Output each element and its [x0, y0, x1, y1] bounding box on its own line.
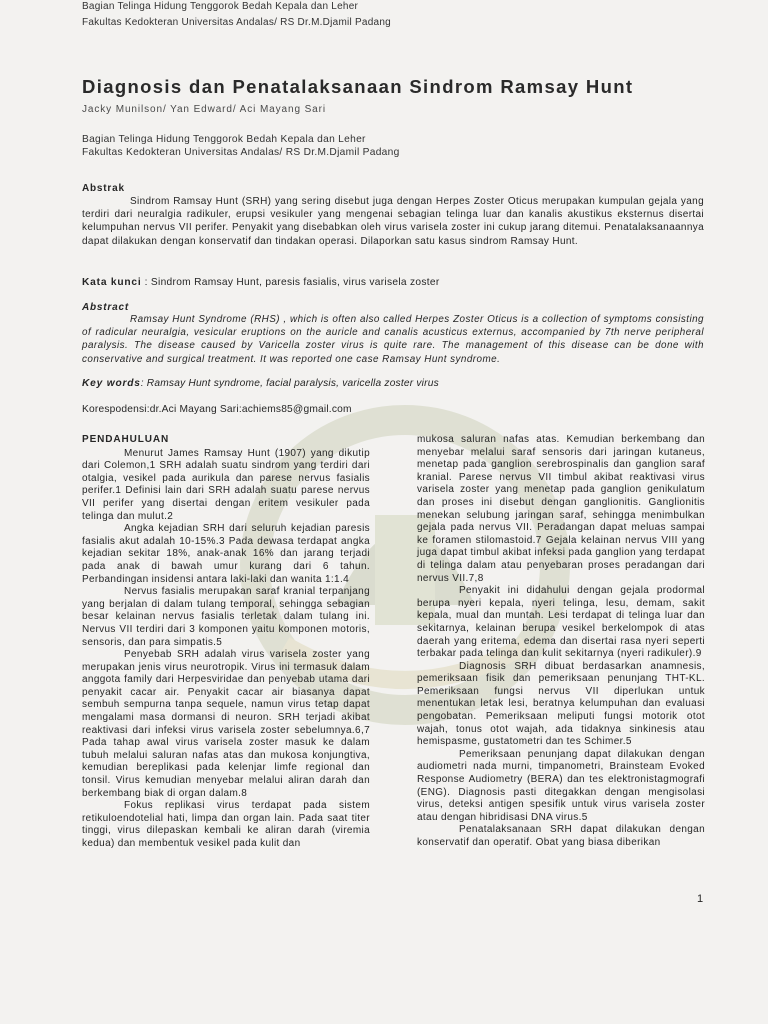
paper-title: Diagnosis dan Penatalaksanaan Sindrom Ramsay Hunt: [82, 76, 634, 97]
paragraph: Fokus replikasi virus terdapat pada sistem retikuloendotelial hati, limpa dan organ lain. Pada saat titer tinggi, virus dilepaskan kembali ke aliran darah (viremia kedua) dan membentuk vesikel pada kulit dan: [82, 800, 370, 849]
header-faculty: Fakultas Kedokteran Universitas Andalas/ RS Dr.M.Djamil Padang: [82, 17, 391, 28]
paragraph: mukosa saluran nafas atas. Kemudian berkembang dan menyebar melalui saraf sensoris dari jaringan kutaneus, menetap pada ganglion serebrospinalis dan ganglion saraf kranial. Parese nervus VII timbul akibat reaktivasi virus varisela zoster yang menetap pada ganglion genikulatum dan proses ini disebut dengan ganglionitis. Ganglionitis menekan selubung jaringan saraf, sehingga menimbulkan gejala pada nervus VII. Peradangan dapat meluas sampai ke foramen stilomastoid.7 Gejala kelainan nervus VIII yang juga dapat timbul akibat infeksi pada ganglion yang terdapat di telinga dalam atau penyebaran proses peradangan dari nervus VII.7,8: [417, 434, 705, 584]
correspondence: Korespodensi:dr.Aci Mayang Sari:achiems85@gmail.com: [82, 404, 352, 415]
left-column: [82, 434, 370, 851]
paragraph: Menurut James Ramsay Hunt (1907) yang dikutip dari Colemon,1 SRH adalah suatu sindrom yang terdiri dari otalgia, vesikel pada aurikula dan parese nervus fasialis perifer.1 Definisi lain dari SRH adalah suatu parese nervus VII perifer yang disertai dengan eritem vesikuler pada telinga dan mulut.2: [82, 447, 370, 522]
paragraph: Pemeriksaan penunjang dapat dilakukan dengan audiometri nada murni, timpanometri, Brainsteam Evoked Response Audiometry (BERA) dan tes elektronistagmografi (ENG). Diagnosis pasti ditegakkan dengan mengisolasi virus, deteksi antigen spesifik untuk virus varisela zoster atau dengan hibridisasi DNA virus.5: [417, 748, 705, 823]
header-department: Bagian Telinga Hidung Tenggorok Bedah Kepala dan Leher: [82, 1, 359, 12]
section-heading-pendahuluan: PENDAHULUAN: [82, 434, 170, 445]
abstract-body: Ramsay Hunt Syndrome (RHS) , which is often also called Herpes Zoster Oticus is a collection of symptoms consisting of radicular neuralgia, vesicular eruptions on the auricle and canalis acusticus externus, accompanied by 7th nerve peripheral paralysis. The disease caused by Varicella zoster virus is quite rare. The management of this disease can be done with conservative and surgical treatment. It was reported one case Ramsay Hunt syndrome.: [82, 314, 704, 365]
paragraph: Penatalaksanaan SRH dapat dilakukan dengan konservatif dan operatif. Obat yang biasa diberikan: [417, 824, 705, 848]
abstrak-heading: Abstrak: [82, 183, 125, 194]
page-number: 1: [697, 893, 704, 905]
right-column: [417, 434, 705, 850]
paragraph: Nervus fasialis merupakan saraf kranial terpanjang yang berjalan di dalam tulang temporal, sehingga sebagian besar kelainan nervus fasialis terletak dalam tulang ini. Nervus VII terdiri dari 3 komponen yaitu komponen motoris, sensoris, dan para simpatis.5: [82, 586, 370, 648]
paragraph: Penyakit ini didahului dengan gejala prodormal berupa nyeri kepala, nyeri telinga, lesu, demam, sakit kepala, mual dan muntah. Lesi terdapat di telinga luar dan sekitarnya, kelainan berupa vesikel berkelompok di atas daerah yang eritema, edema dan disertai rasa nyeri seperti terbakar pada telinga dan kulit sekitarnya (nyeri radikuler).9: [417, 585, 705, 660]
affiliation: [82, 133, 400, 159]
abstrak-body: Sindrom Ramsay Hunt (SRH) yang sering disebut juga dengan Herpes Zoster Oticus merupakan kumpulan gejala yang terdiri dari neuralgia radikuler, erupsi vesikuler yang mengenai sebagian telinga luar dan kanalis akustikus eksternus disertai kelumpuhan nervus VII perifer. Penyakit yang disebabkan oleh virus varisela zoster ini cukup jarang ditemui. Penatalaksanaannya dapat dilakukan dengan konservatif dan tindakan operasi. Dilaporkan satu kasus sindrom Ramsay Hunt.: [82, 196, 704, 247]
affiliation-faculty: Fakultas Kedokteran Universitas Andalas/ RS Dr.M.Djamil Padang: [82, 147, 400, 158]
affiliation-department: Bagian Telinga Hidung Tenggorok Bedah Kepala dan Leher: [82, 134, 366, 145]
kata-kunci-label: Kata kunci: [82, 277, 142, 288]
paragraph: Diagnosis SRH dibuat berdasarkan anamnesis, pemeriksaan fisik dan pemeriksaan penunjang THT-KL. Pemeriksaan fungsi nervus VII diperlukan untuk menentukan letak lesi, beratnya kelumpuhan dan evaluasi pengobatan. Pemeriksaan meliputi fungsi motorik otot wajah, tonus otot wajah, ada tidaknya sinkinesis atau hemispasme, gustatometri dan tes Schimer.5: [417, 660, 705, 748]
paragraph: Angka kejadian SRH dari seluruh kejadian paresis fasialis akut adalah 10-15%.3 Pada dewasa terdapat angka kejadian sekitar 18%, anak-anak 16% dan jarang terjadi pada anak di bawah umur kurang dari 6 tahun. Perbandingan insidensi antara laki-laki dan wanita 1:1.4: [82, 523, 370, 585]
kata-kunci: [82, 277, 704, 288]
paragraph: Penyebab SRH adalah virus varisela zoster yang merupakan jenis virus neurotropik. Virus ini termasuk dalam anggota family dari Herpesviridae dan penyebab utama dari penyakit cacar air. Penyakit cacar air biasanya dapat sembuh sempurna tanpa sequele, namun virus tetap dapat mengalami masa dormansi di neuron. SRH terjadi akibat reaktivasi dari infeksi virus varisela zoster sebelumnya.6,7 Pada tahap awal virus varisela zoster masuk ke dalam tubuh melalui saluran nafas atas dan mukosa konjungtiva, kemudian bereplikasi pada kelenjar limfe regional dan tonsil. Virus kemudian menyebar melalui aliran darah dan berkembang biak di organ dalam.8: [82, 649, 370, 799]
key-words-value: : Ramsay Hunt syndrome, facial paralysis, varicella zoster virus: [140, 378, 439, 389]
key-words: [82, 378, 704, 389]
running-header: [82, 0, 391, 31]
kata-kunci-value: : Sindrom Ramsay Hunt, paresis fasialis, virus varisela zoster: [141, 277, 440, 288]
key-words-label: Key words: [82, 378, 141, 389]
author-list: Jacky Munilson/ Yan Edward/ Aci Mayang Sari: [82, 104, 326, 115]
abstract-heading: Abstract: [82, 302, 129, 313]
